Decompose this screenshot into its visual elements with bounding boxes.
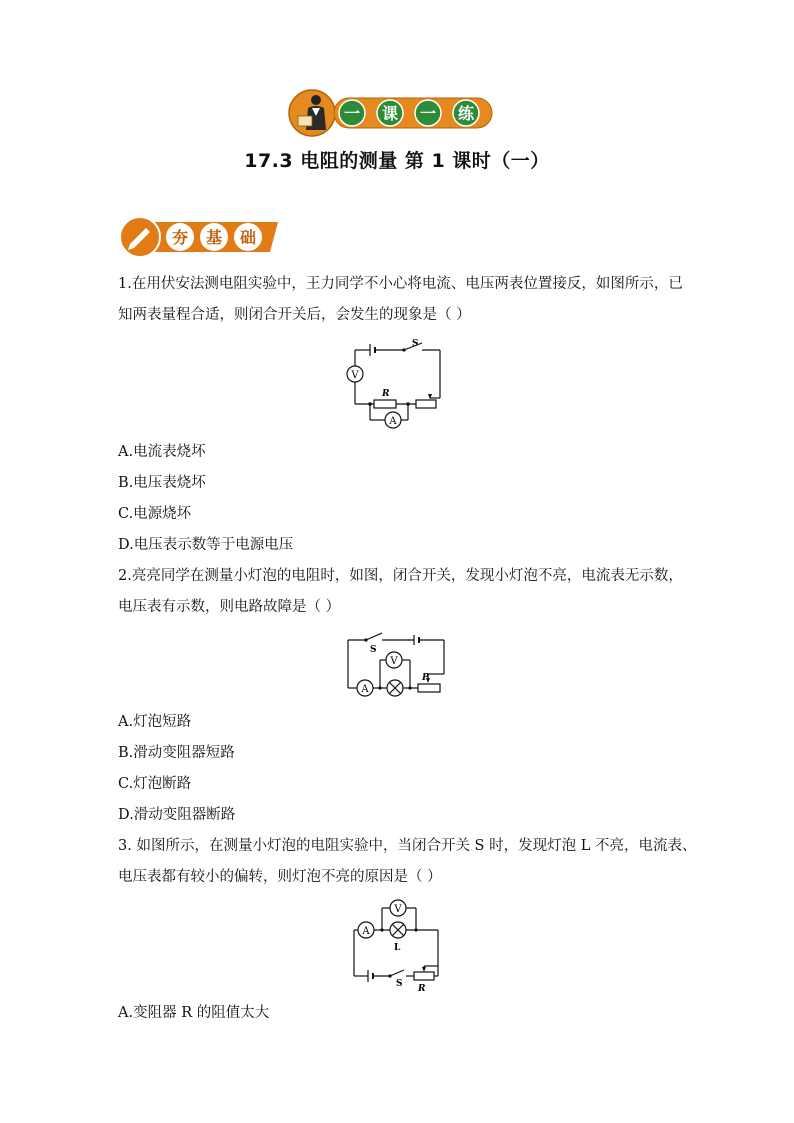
slider-label: P [422,673,429,683]
banner-char: 练 [457,104,475,123]
option-text: C.灯泡断路 [118,776,192,792]
question-2-text: 电压表有示数，则电路故障是（ ） [118,599,341,615]
voltmeter-label: V [390,656,398,667]
section-char: 基 [205,228,223,247]
ammeter-label: A [362,926,370,937]
option-text: D.滑动变阻器断路 [118,807,236,823]
resistor-label: R [382,389,390,399]
option-text: B.滑动变阻器短路 [118,745,235,761]
section-char: 础 [239,228,257,247]
option-text: C.电源烧坏 [118,506,192,522]
option-text: A.变阻器 R 的阻值太大 [118,1005,270,1021]
circuit-diagram-2 [340,630,452,702]
header-banner [286,88,496,138]
option-text: D.电压表示数等于电源电压 [118,537,294,553]
question-2-text: 2.亮亮同学在测量小灯泡的电阻时，如图，闭合开关，发现小灯泡不亮，电流表无示数， [118,568,683,584]
voltmeter-label: V [351,370,359,381]
switch-label: S [412,339,419,349]
ammeter-label: A [389,416,397,427]
rheostat-icon [416,400,436,408]
circuit-diagram-3 [346,896,446,992]
switch-icon [366,633,382,640]
switch-label: S [370,645,377,655]
question-1-text: 知两表量程合适，则闭合开关后，会发生的现象是（ ） [118,307,471,323]
banner-char: 一 [343,104,361,123]
lamp-label: L [394,943,401,953]
section-badge [118,214,283,260]
rheostat-icon [418,684,440,692]
rheostat-icon [414,972,434,980]
question-1-text: 1.在用伏安法测电阻实验中，王力同学不小心将电流、电压两表位置接反，如图所示，已 [118,276,683,292]
page-title: 17.3 电阻的测量 第 1 课时（一） [244,150,550,172]
banner-char: 一 [419,104,437,123]
option-text: A.电流表烧坏 [118,444,206,460]
switch-label: S [396,979,403,989]
section-char: 夯 [171,228,189,247]
switch-icon [390,970,404,976]
question-3-text: 3. 如图所示，在测量小灯泡的电阻实验中，当闭合开关 S 时，发现灯泡 L 不亮，电流表、 [118,838,697,854]
ammeter-label: A [361,684,369,695]
banner-char: 课 [381,104,399,123]
resistor-label: R [418,984,426,992]
option-text: A.灯泡短路 [118,714,192,730]
option-text: B.电压表烧坏 [118,475,206,491]
question-3-text: 电压表都有较小的偏转，则灯泡不亮的原因是（ ） [118,869,442,885]
voltmeter-label: V [394,904,402,915]
circuit-diagram-1 [342,338,452,430]
resistor-icon [374,400,396,408]
